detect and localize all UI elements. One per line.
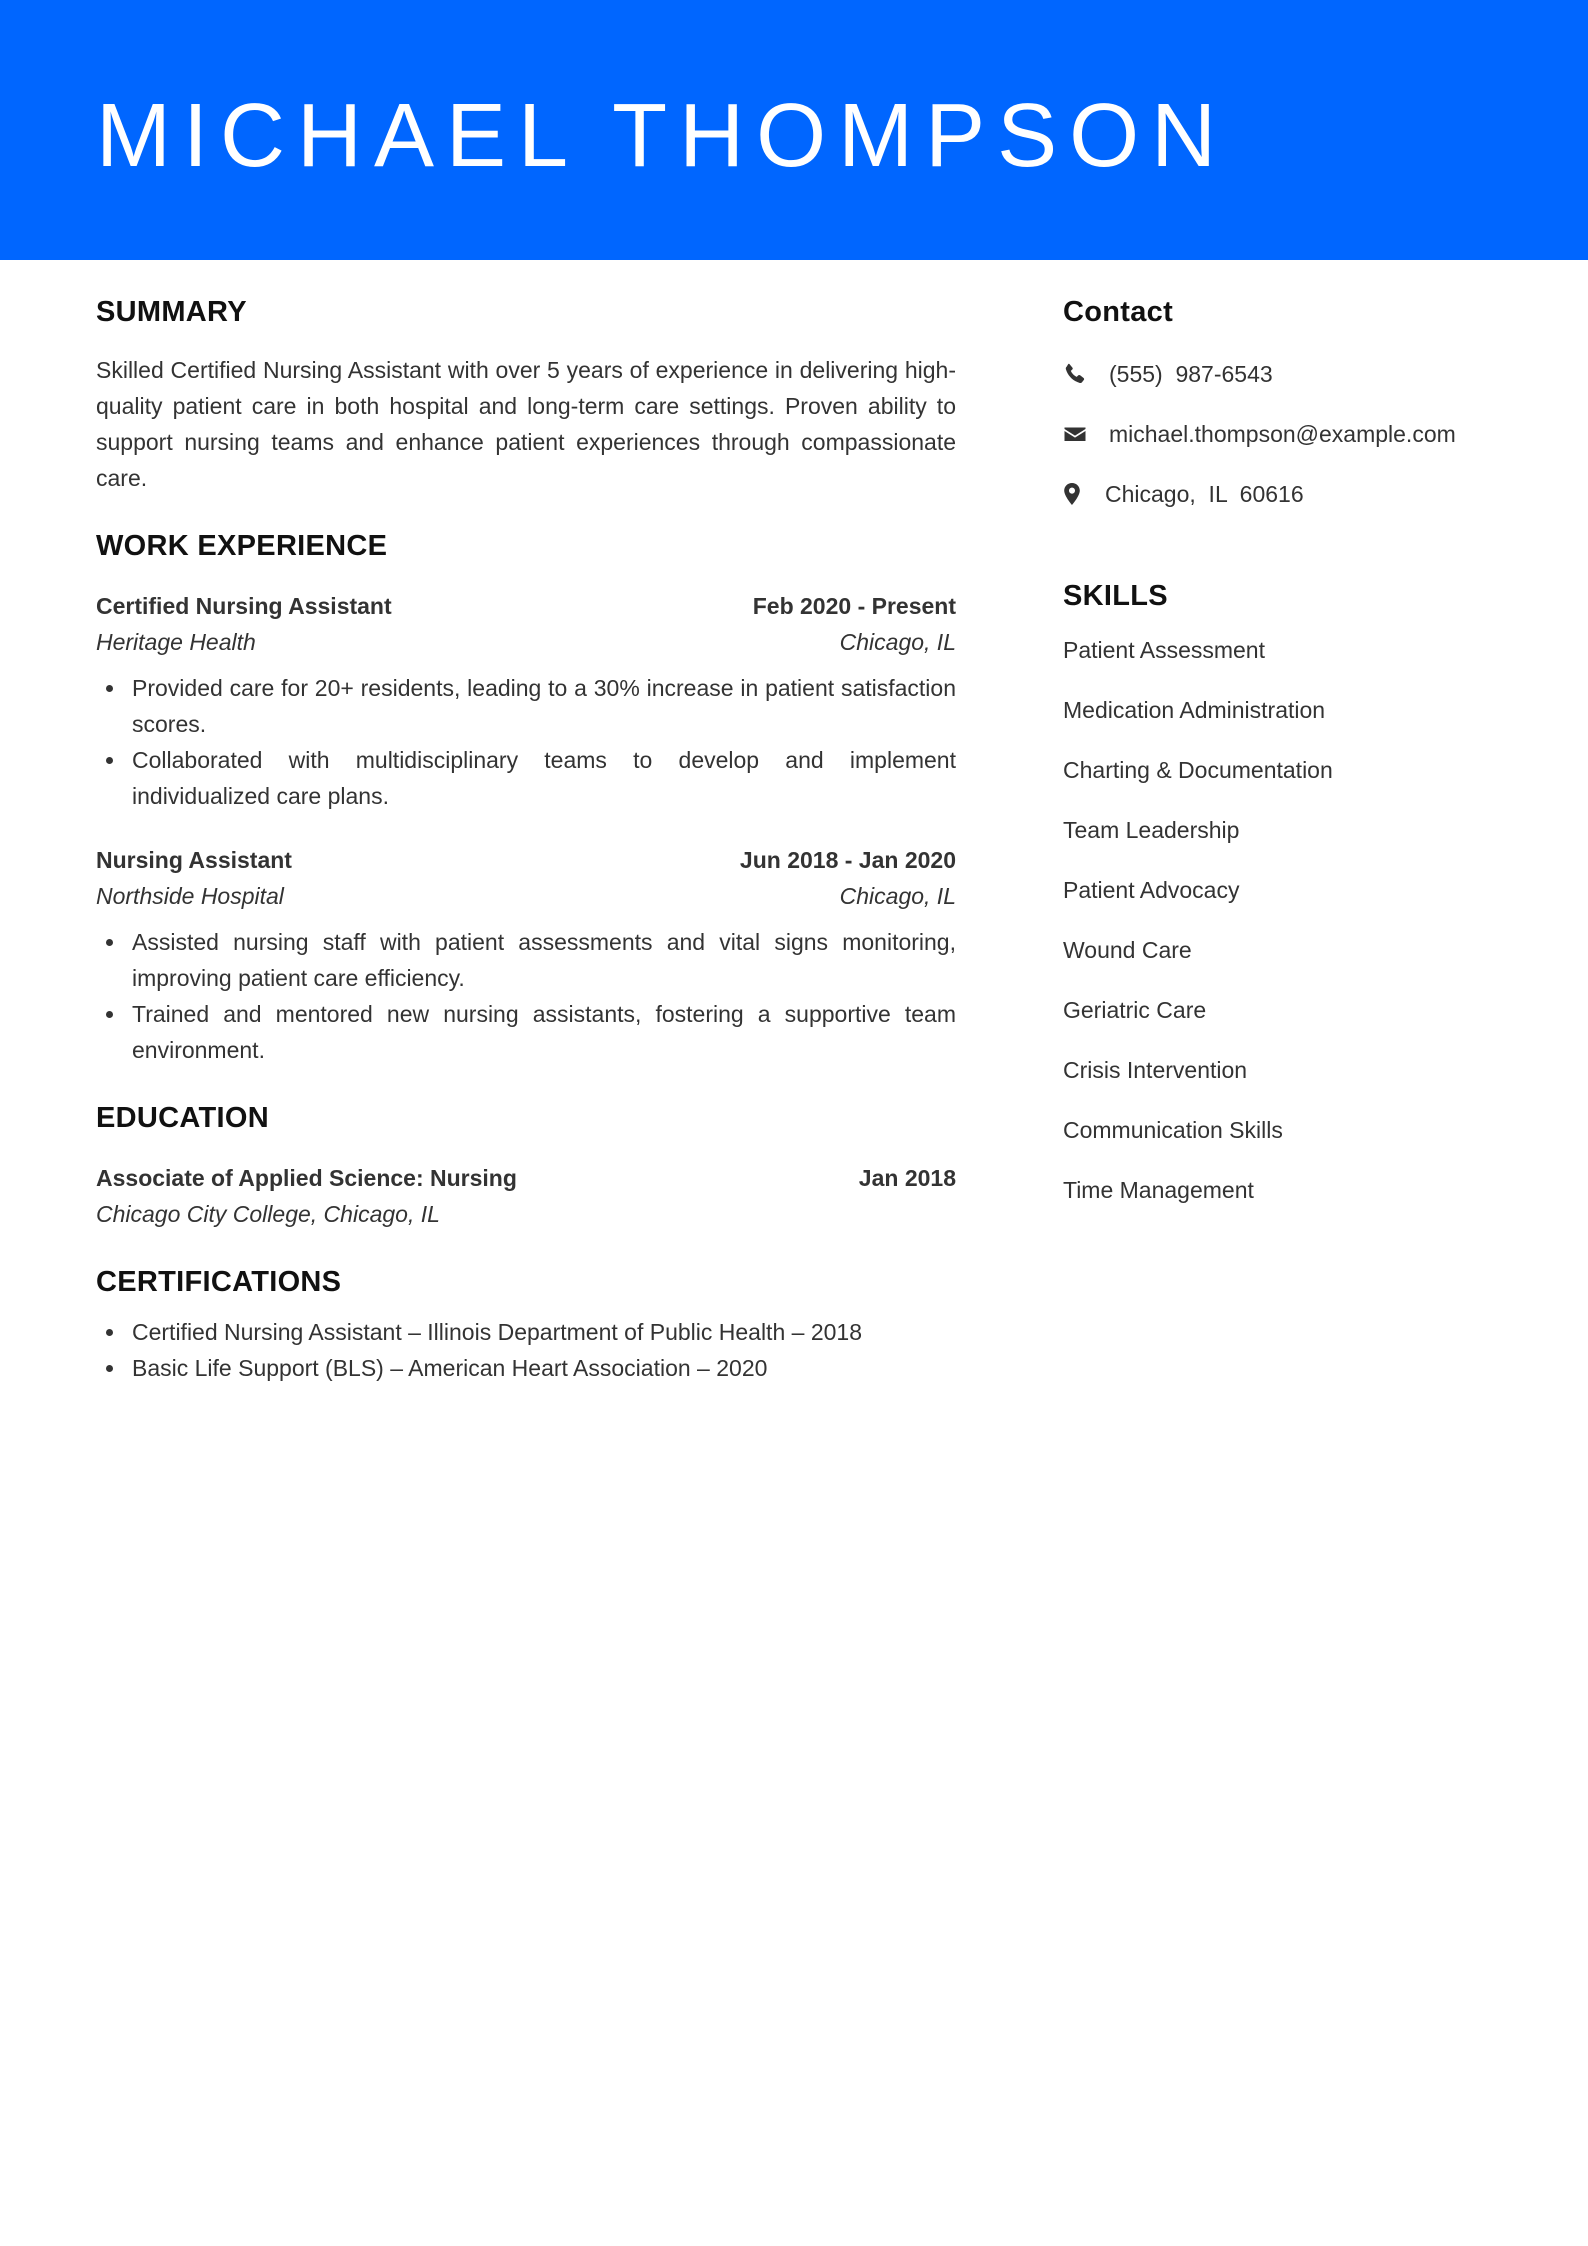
job-employer: Heritage Health xyxy=(96,629,256,655)
job-bullet: Collaborated with multidisciplinary teams to develop and implement individualized care plans. xyxy=(96,742,956,814)
skill-item: Team Leadership xyxy=(1063,817,1240,843)
job-entry xyxy=(96,842,956,1068)
skill-item: Communication Skills xyxy=(1063,1117,1283,1143)
contact-phone xyxy=(1063,356,1523,392)
contact-location-text: Chicago, IL 60616 xyxy=(1105,481,1304,507)
education-degree: Associate of Applied Science: Nursing xyxy=(96,1165,517,1191)
skill-item: Patient Assessment xyxy=(1063,637,1265,663)
contact-phone-text: (555) 987-6543 xyxy=(1109,361,1273,387)
skill-item: Patient Advocacy xyxy=(1063,877,1240,903)
main-column xyxy=(96,290,956,1386)
envelope-icon xyxy=(1063,421,1089,447)
header-banner xyxy=(0,0,1588,260)
job-bullet: Trained and mentored new nursing assistants, fostering a supportive team environment. xyxy=(96,996,956,1068)
certification-item: Certified Nursing Assistant – Illinois Department of Public Health – 2018 xyxy=(96,1314,956,1350)
job-employer: Northside Hospital xyxy=(96,883,284,909)
job-dates: Jun 2018 - Jan 2020 xyxy=(739,847,956,873)
phone-icon xyxy=(1063,361,1089,387)
job-location: Chicago, IL xyxy=(839,883,956,909)
section-title-contact: Contact xyxy=(1063,296,1174,328)
summary-text: Skilled Certified Nursing Assistant with over 5 years of experience in delivering high-quality patient care in both hospital and long-term care settings. Proven ability to support nursing teams and enhance patient experiences through compassionate care. xyxy=(96,357,956,491)
job-role: Certified Nursing Assistant xyxy=(96,593,392,619)
contact-section xyxy=(1063,290,1523,512)
contact-email xyxy=(1063,416,1523,452)
job-location: Chicago, IL xyxy=(839,629,956,655)
contact-location xyxy=(1063,476,1523,512)
certifications-list xyxy=(96,1314,956,1386)
education-section xyxy=(96,1096,956,1232)
job-dates: Feb 2020 - Present xyxy=(752,593,956,619)
skill-item: Medication Administration xyxy=(1063,697,1326,723)
skills-section xyxy=(1063,574,1523,1208)
contact-email-text: michael.thompson@example.com xyxy=(1109,421,1456,447)
skill-item: Time Management xyxy=(1063,1177,1254,1203)
skill-item: Geriatric Care xyxy=(1063,997,1207,1023)
section-title-summary: SUMMARY xyxy=(96,296,247,328)
summary-section xyxy=(96,290,956,496)
job-role: Nursing Assistant xyxy=(96,847,292,873)
education-entry xyxy=(96,1160,956,1232)
job-entry xyxy=(96,588,956,814)
certification-item: Basic Life Support (BLS) – American Heart Association – 2020 xyxy=(96,1350,956,1386)
skill-item: Wound Care xyxy=(1063,937,1192,963)
job-bullet: Assisted nursing staff with patient assessments and vital signs monitoring, improving patient care efficiency. xyxy=(96,924,956,996)
certifications-section xyxy=(96,1260,956,1386)
job-bullets xyxy=(96,924,956,1068)
section-title-education: EDUCATION xyxy=(96,1102,269,1134)
job-bullet: Provided care for 20+ residents, leading to a 30% increase in patient satisfaction scores. xyxy=(96,670,956,742)
education-date: Jan 2018 xyxy=(858,1165,956,1191)
section-title-certifications: CERTIFICATIONS xyxy=(96,1266,342,1298)
section-title-skills: SKILLS xyxy=(1063,580,1168,612)
candidate-name: MICHAEL THOMPSON xyxy=(96,86,1229,186)
job-bullets xyxy=(96,670,956,814)
experience-section xyxy=(96,524,956,1068)
map-pin-icon xyxy=(1063,481,1085,507)
sidebar-column xyxy=(1063,290,1523,1208)
education-school: Chicago City College, Chicago, IL xyxy=(96,1201,440,1227)
skill-item: Crisis Intervention xyxy=(1063,1057,1248,1083)
section-title-experience: WORK EXPERIENCE xyxy=(96,530,388,562)
skill-item: Charting & Documentation xyxy=(1063,757,1333,783)
